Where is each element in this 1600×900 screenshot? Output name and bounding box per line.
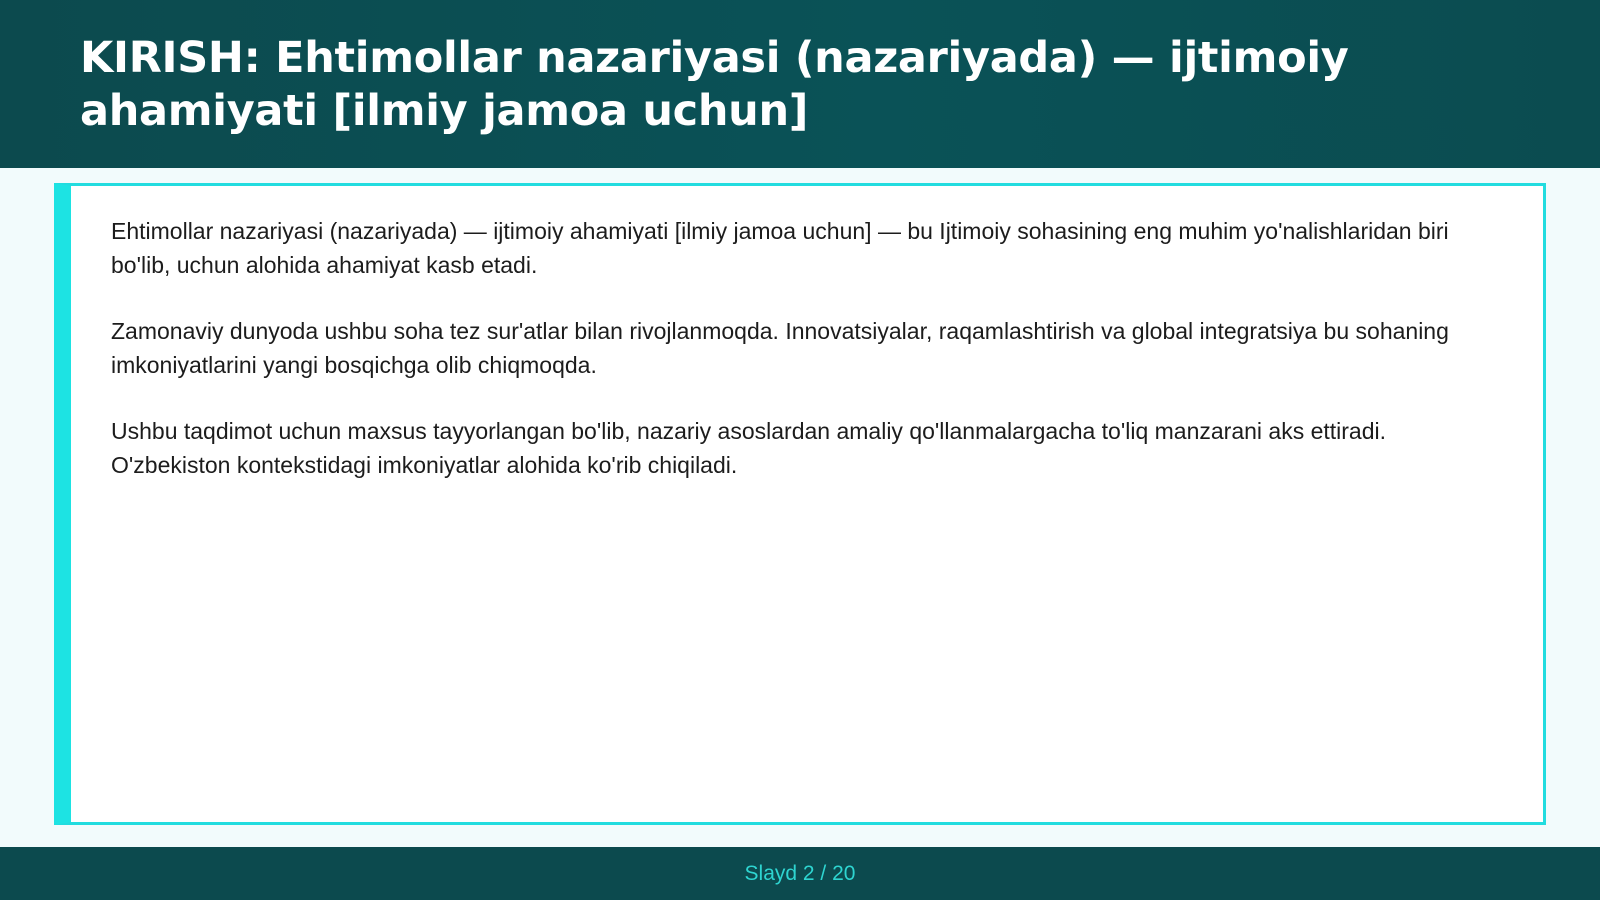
slide-counter: Slayd 2 / 20	[744, 861, 856, 885]
slide-title: KIRISH: Ehtimollar nazariyasi (nazariyada) — ijtimoiy ahamiyati [ilmiy jamoa uchun]	[80, 33, 1349, 136]
slide-footer	[0, 847, 1600, 900]
content-panel	[54, 183, 1546, 825]
intro-paragraph: Ehtimollar nazariyasi (nazariyada) — ijtimoiy ahamiyati [ilmiy jamoa uchun] — bu Ijtimoiy sohasining eng muhim yo'nalishlaridan biri bo'lib, uchun alohida ahamiyat kasb etadi.	[111, 218, 1449, 278]
slide-header	[0, 0, 1600, 168]
presentation-purpose-paragraph: Ushbu taqdimot uchun maxsus tayyorlangan bo'lib, nazariy asoslardan amaliy qo'llanmalargacha to'liq manzarani aks ettiradi. O'zbekiston kontekstidagi imkoniyatlar alohida ko'rib chiqiladi.	[111, 418, 1387, 478]
modern-world-paragraph: Zamonaviy dunyoda ushbu soha tez sur'atlar bilan rivojlanmoqda. Innovatsiyalar, raqamlashtirish va global integratsiya bu sohaning imkoniyatlarini yangi bosqichga olib chiqmoqda.	[111, 318, 1449, 378]
